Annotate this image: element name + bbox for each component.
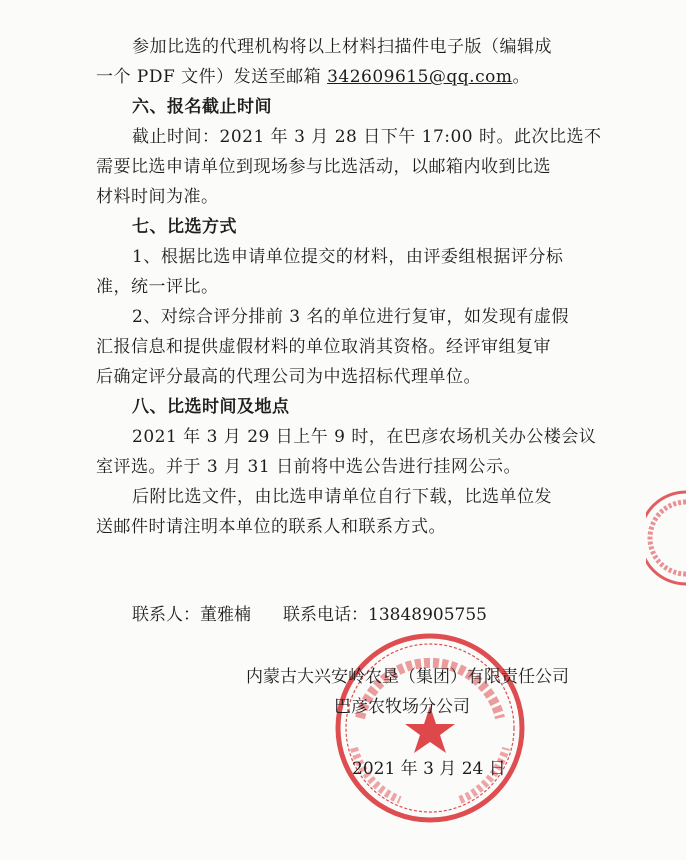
heading-section-8: 八、比选时间及地点: [132, 397, 290, 417]
email-address: 342609615@qq.com: [327, 67, 513, 87]
paragraph-4-line-2: 汇报信息和提供虚假材料的单位取消其资格。经评审组复审: [96, 337, 551, 357]
contact-info: [132, 604, 487, 626]
paragraph-1-line-1: 参加比选的代理机构将以上材料扫描件电子版（编辑成: [132, 37, 552, 57]
paragraph-1-line-2: [96, 66, 616, 88]
heading-section-6: 六、报名截止时间: [132, 97, 272, 117]
paragraph-1-text: 一个 PDF 文件）发送至邮箱: [96, 67, 328, 87]
paragraph-1-end: 。: [512, 67, 530, 87]
paragraph-5-line-2: 室评选。并于 3 月 31 日前将中选公告进行挂网公示。: [96, 457, 522, 477]
signature-date: 2021 年 3 月 24 日: [352, 759, 506, 779]
paragraph-2-line-2: 需要比选申请单位到现场参与比选活动，以邮箱内收到比选: [96, 157, 551, 177]
paragraph-4-line-1: 2、对综合评分排前 3 名的单位进行复审，如发现有虚假: [132, 307, 569, 327]
contact-phone: 13848905755: [368, 605, 487, 625]
contact-phone-label: 联系电话：: [283, 605, 368, 625]
contact-person-label: 联系人：: [132, 605, 200, 625]
paragraph-3-line-2: 准，统一评比。: [96, 277, 219, 297]
paragraph-5-line-1: 2021 年 3 月 29 日上午 9 时，在巴彦农场机关办公楼会议: [132, 427, 597, 447]
paragraph-4-line-3: 后确定评分最高的代理公司为中选招标代理单位。: [96, 367, 481, 387]
signature-branch: 巴彦农牧场分公司: [334, 697, 470, 717]
paragraph-2-line-1: 截止时间：2021 年 3 月 28 日下午 17:00 时。此次比选不: [132, 127, 602, 147]
contact-person-name: 董雅楠: [200, 605, 251, 625]
paragraph-2-line-3: 材料时间为准。: [96, 187, 219, 207]
edge-seal-icon: [646, 488, 686, 588]
signature-company: 内蒙古大兴安岭农垦（集团）有限责任公司: [246, 667, 569, 687]
paragraph-6-line-1: 后附比选文件，由比选申请单位自行下载，比选单位发: [132, 487, 552, 507]
official-seal-icon: [330, 628, 530, 828]
paragraph-3-line-1: 1、根据比选申请单位提交的材料，由评委组根据评分标: [132, 247, 564, 267]
heading-section-7: 七、比选方式: [132, 217, 237, 237]
paragraph-6-line-2: 送邮件时请注明本单位的联系人和联系方式。: [96, 517, 446, 537]
